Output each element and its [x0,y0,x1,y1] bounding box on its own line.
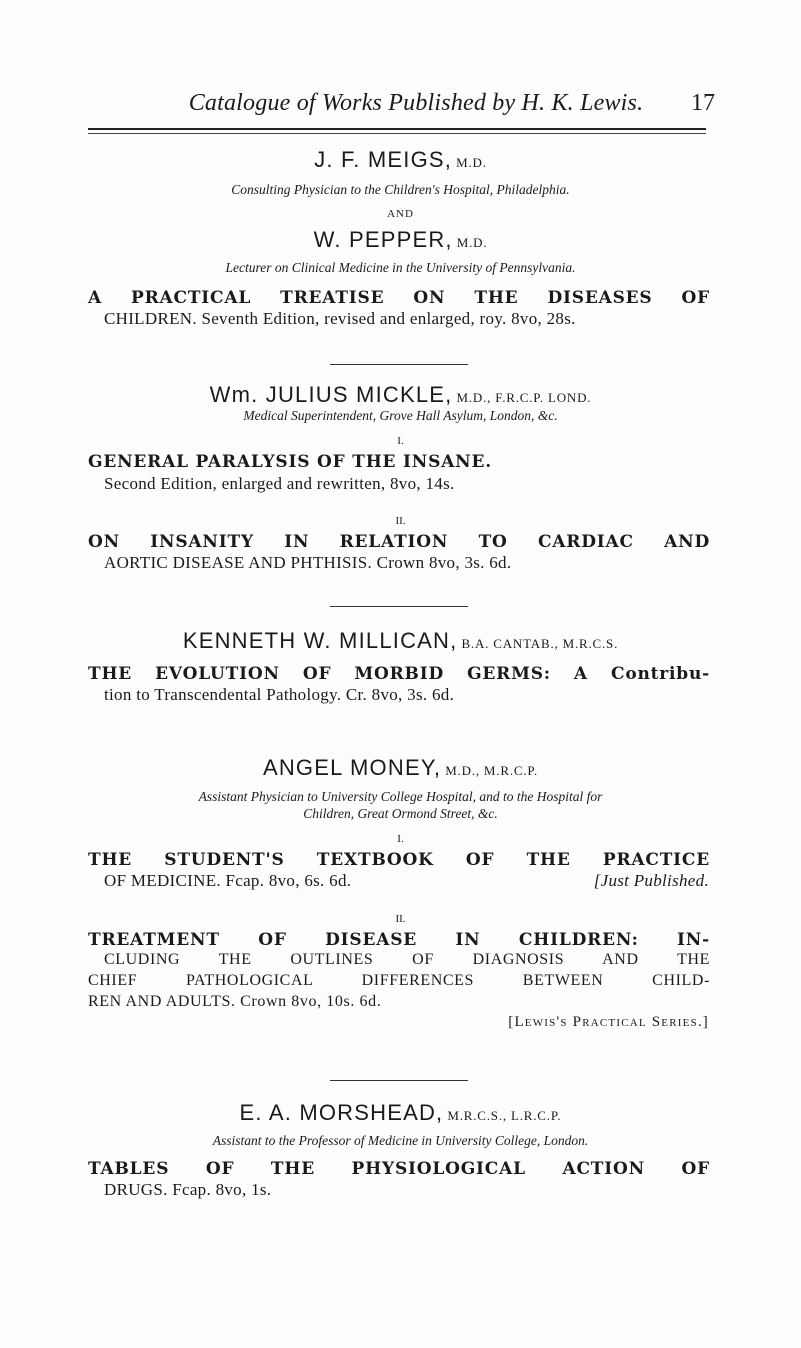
author-affiliation: Lecturer on Clinical Medicine in the University of Pennsylvania. [225,260,576,275]
author-name: W. PEPPER, [313,227,453,252]
author-degrees: M.R.C.S., L.R.C.P. [447,1108,562,1123]
book-details: Second Edition, enlarged and rewritten, 8vo, 14s. [104,474,455,493]
author-affiliation: Children, Great Ormond Street, &c. [303,806,498,821]
book-title: THE EVOLUTION OF MORBID GERMS: A Contribu- [88,664,710,684]
author-affiliation: Assistant Physician to University College Hospital, and to the Hospital for [198,789,603,804]
section-rule [330,364,468,365]
author-degrees: M.D. [456,235,488,250]
publication-note: [Just Published. [593,871,709,890]
book-numeral: I. [397,833,404,845]
book-title: ON INSANITY IN RELATION TO CARDIAC AND [88,532,710,552]
author-heading [0,755,801,781]
running-head [0,90,801,122]
book-numeral: II. [395,913,406,925]
book-details: tion to Transcendental Pathology. Cr. 8vo, 3s. 6d. [104,685,455,704]
book-details-line: REN AND ADULTS. Crown 8vo, 10s. 6d. [88,993,382,1010]
book-details: CHILDREN. Seventh Edition, revised and enlarged, roy. 8vo, 28s. [104,309,576,328]
book-details: AORTIC DISEASE AND PHTHISIS. Crown 8vo, 3s. 6d. [104,553,512,572]
author-name: ANGEL MONEY, [262,755,442,780]
author-degrees: M.D. [456,155,487,170]
author-heading [0,147,801,173]
author-affiliation: Assistant to the Professor of Medicine in University College, London. [212,1133,589,1148]
running-head-title: Catalogue of Works Published by H. K. Lewis. [188,90,644,116]
book-title: TREATMENT OF DISEASE IN CHILDREN: IN- [88,930,710,950]
author-heading [0,227,801,253]
book-numeral: II. [395,515,406,527]
author-name: E. A. MORSHEAD, [239,1100,444,1125]
book-title: GENERAL PARALYSIS OF THE INSANE. [88,452,492,472]
author-name: Wm. JULIUS MICKLE, [209,382,453,407]
author-heading [0,382,801,408]
author-degrees: M.D., M.R.C.P. [445,763,539,778]
book-details: DRUGS. Fcap. 8vo, 1s. [104,1180,272,1199]
author-affiliation: Consulting Physician to the Children's Hospital, Philadelphia. [231,182,570,197]
book-details-line: CLUDING THE OUTLINES OF DIAGNOSIS AND THE [104,951,710,968]
book-title: A PRACTICAL TREATISE ON THE DISEASES OF [88,288,710,308]
author-degrees: M.D., F.R.C.P. LOND. [456,390,592,405]
book-details: OF MEDICINE. Fcap. 8vo, 6s. 6d. [104,871,352,890]
author-heading [0,628,801,654]
book-title: THE STUDENT'S TEXTBOOK OF THE PRACTICE [88,850,710,870]
book-title: TABLES OF THE PHYSIOLOGICAL ACTION OF [88,1159,710,1179]
page-number: 17 [691,90,715,116]
author-name: KENNETH W. MILLICAN, [182,628,458,653]
author-name: J. F. MEIGS, [314,147,453,172]
section-rule [330,1080,468,1081]
section-rule [330,606,468,607]
author-heading [0,1100,801,1126]
author-degrees: B.A. CANTAB., M.R.C.S. [461,636,619,651]
book-details-line: CHIEF PATHOLOGICAL DIFFERENCES BETWEEN CHILD- [88,972,710,989]
series-note: [Lewis's Practical Series.] [508,1014,709,1030]
author-affiliation: Medical Superintendent, Grove Hall Asylum, London, &c. [243,408,558,423]
book-numeral: I. [397,435,404,447]
conjunction: AND [387,208,414,220]
